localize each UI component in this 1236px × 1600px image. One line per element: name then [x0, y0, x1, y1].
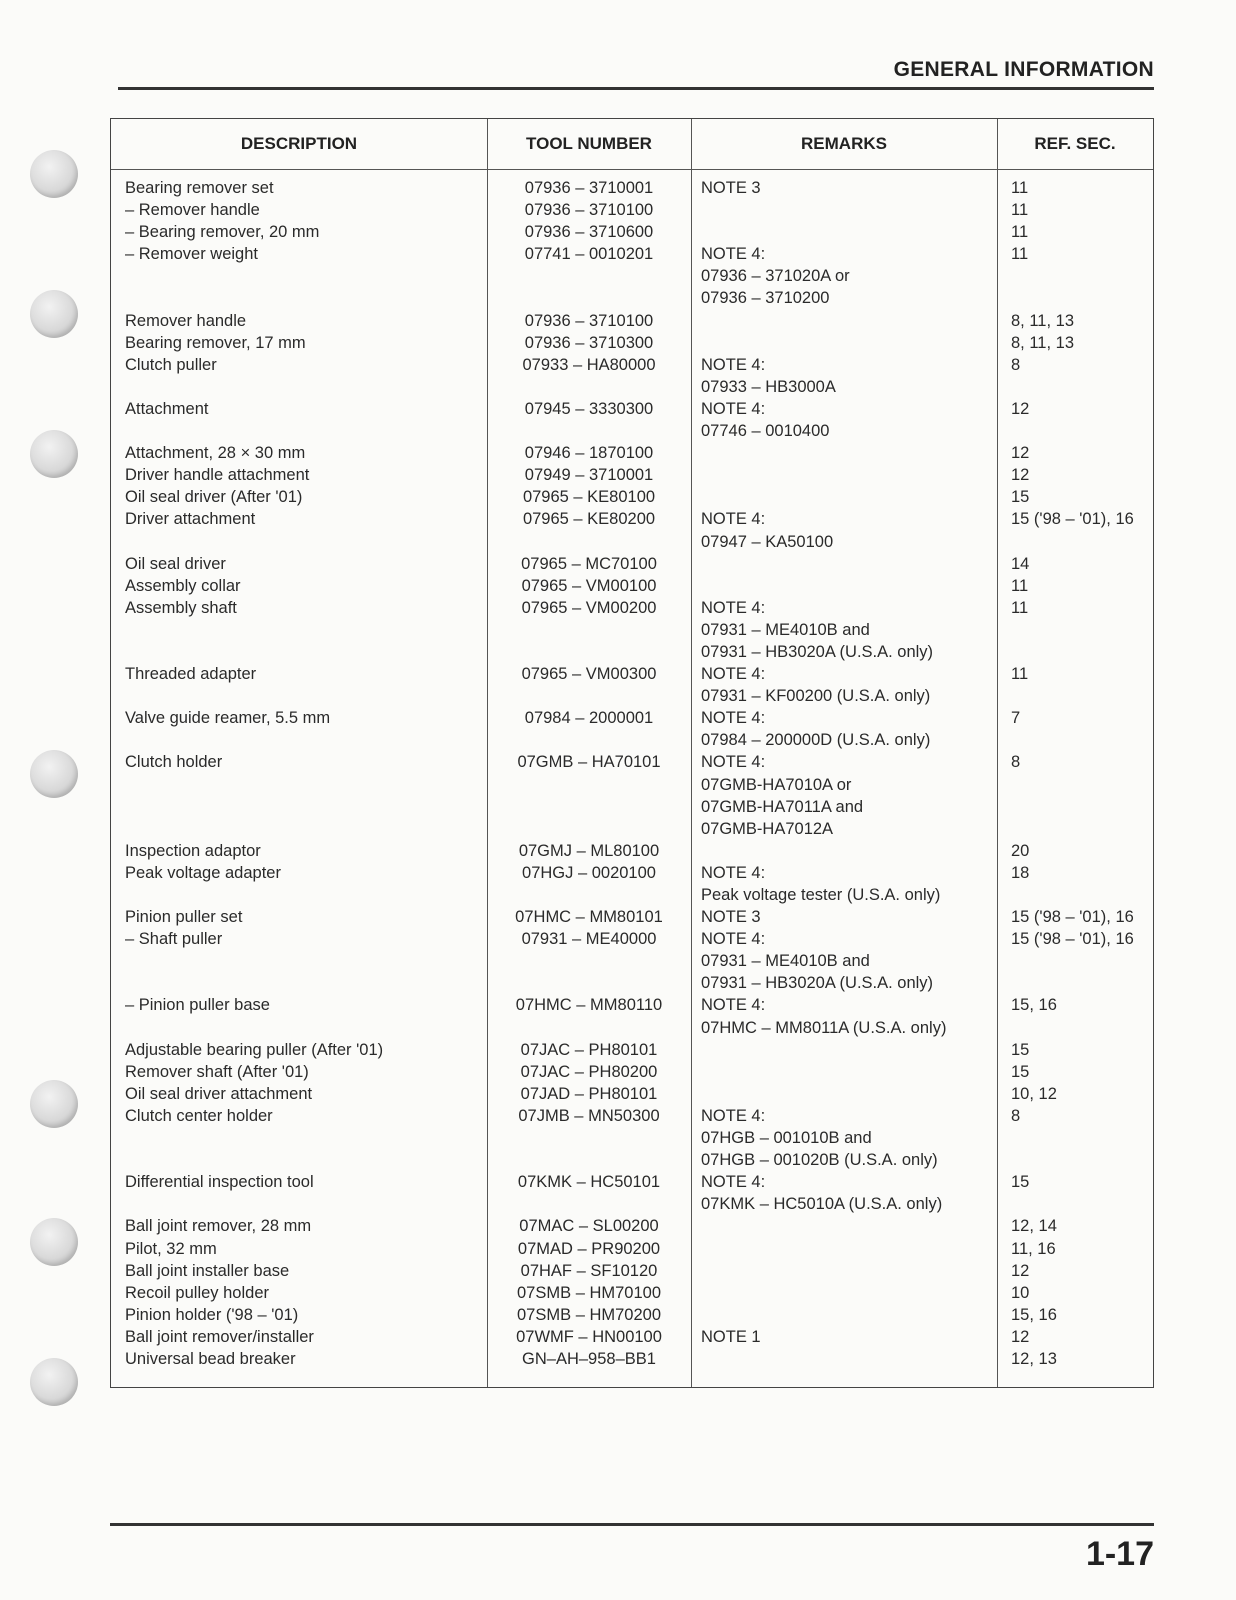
tool-number-cell: 07936 – 3710100: [524, 311, 654, 330]
tool-number-cell: 07MAC – SL00200: [519, 1217, 659, 1236]
remark-line: NOTE 4:: [701, 863, 766, 882]
description-cell: Oil seal driver attachment: [125, 1084, 313, 1103]
table-row: [111, 486, 1153, 508]
ref-sec-cell: 18: [1011, 863, 1030, 882]
description-cell: Remover shaft (After '01): [125, 1062, 309, 1081]
remarks-cell: [691, 1061, 997, 1083]
table-row: [111, 994, 1153, 1038]
remarks-cell: [691, 862, 997, 906]
description-cell: Assembly collar: [125, 576, 241, 595]
remark-line: 07931 – HB3020A (U.S.A. only): [701, 974, 934, 993]
ref-sec-cell: 12: [1011, 1261, 1030, 1280]
remarks-cell: [691, 1348, 997, 1370]
description-cell: – Bearing remover, 20 mm: [125, 223, 320, 242]
remarks-cell: [691, 597, 997, 663]
description-cell: Attachment, 28 × 30 mm: [125, 444, 306, 463]
tool-number-cell: GN–AH–958–BB1: [522, 1349, 656, 1368]
remark-line: 07931 – KF00200 (U.S.A. only): [701, 687, 931, 706]
ref-sec-cell: 15: [1011, 1040, 1030, 1059]
column-header-description: DESCRIPTION: [240, 134, 358, 153]
table-row: [111, 751, 1153, 839]
binder-hole: [30, 1358, 78, 1406]
table-row: [111, 707, 1153, 751]
description-cell: Driver handle attachment: [125, 466, 310, 485]
ref-sec-cell: 11: [1011, 576, 1029, 595]
tool-number-cell: 07933 – HA80000: [522, 355, 656, 374]
tool-number-cell: 07965 – MC70100: [521, 554, 657, 573]
remarks-cell: [691, 707, 997, 751]
remark-line: 07GMB-HA7012A: [701, 819, 834, 838]
ref-sec-cell: 8, 11, 13: [1011, 311, 1074, 330]
ref-sec-cell: 11: [1011, 245, 1029, 264]
ref-sec-cell: 12: [1011, 399, 1030, 418]
description-cell: Clutch center holder: [125, 1106, 273, 1125]
description-cell: Bearing remover set: [125, 179, 274, 197]
remark-line: NOTE 3: [701, 179, 761, 197]
table-row: [111, 663, 1153, 707]
remark-line: 07931 – HB3020A (U.S.A. only): [701, 642, 934, 661]
remark-line: NOTE 4:: [701, 510, 766, 529]
remark-line: 07GMB-HA7011A and: [701, 797, 864, 816]
remarks-cell: [691, 1105, 997, 1171]
remarks-cell: [691, 1083, 997, 1105]
ref-sec-cell: 8: [1011, 355, 1021, 374]
remarks-cell: [691, 442, 997, 464]
remarks-cell: [691, 994, 997, 1038]
table-row: [111, 1348, 1153, 1370]
remarks-cell: [691, 177, 997, 199]
ref-sec-cell: 11: [1011, 598, 1029, 617]
table-row: [111, 597, 1153, 663]
remark-line: 07936 – 371020A or: [701, 267, 850, 286]
ref-sec-cell: 11: [1011, 665, 1029, 684]
tool-number-cell: 07741 – 0010201: [524, 245, 654, 264]
ref-sec-cell: 11: [1011, 179, 1029, 197]
remark-line: NOTE 4:: [701, 399, 766, 418]
description-cell: – Remover handle: [125, 201, 260, 220]
tool-number-cell: 07JAC – PH80101: [520, 1040, 658, 1059]
remark-line: NOTE 3: [701, 908, 761, 927]
tool-number-cell: 07936 – 3710600: [524, 223, 654, 242]
remark-line: 07HGB – 001020B (U.S.A. only): [701, 1151, 938, 1170]
remark-line: 07GMB-HA7010A or: [701, 775, 852, 794]
table-row: [111, 1238, 1153, 1260]
remarks-cell: [691, 464, 997, 486]
description-cell: Recoil pulley holder: [125, 1283, 269, 1302]
remarks-cell: [691, 1326, 997, 1348]
remark-line: NOTE 4:: [701, 753, 766, 772]
table-row: [111, 1304, 1153, 1326]
table-row: [111, 1105, 1153, 1171]
table-row: [111, 332, 1153, 354]
ref-sec-cell: 15: [1011, 1173, 1030, 1192]
remark-line: NOTE 4:: [701, 245, 766, 264]
remarks-cell: [691, 1282, 997, 1304]
remark-line: 07746 – 0010400: [701, 422, 830, 441]
tool-number-cell: 07965 – VM00200: [521, 598, 657, 617]
binder-hole: [30, 290, 78, 338]
ref-sec-cell: 12, 13: [1011, 1349, 1057, 1368]
description-cell: Assembly shaft: [125, 598, 237, 617]
tool-number-cell: 07946 – 1870100: [524, 444, 654, 463]
remarks-cell: [691, 575, 997, 597]
description-cell: Pilot, 32 mm: [125, 1239, 217, 1258]
remark-line: NOTE 4:: [701, 996, 766, 1015]
ref-sec-cell: 8: [1011, 753, 1021, 772]
tool-number-cell: 07965 – KE80200: [522, 510, 656, 529]
tool-number-cell: 07984 – 2000001: [524, 709, 654, 728]
table-row: [111, 906, 1153, 928]
binder-hole: [30, 1218, 78, 1266]
table-row: [111, 1083, 1153, 1105]
remark-line: 07KMK – HC5010A (U.S.A. only): [701, 1195, 943, 1214]
remarks-cell: [691, 508, 997, 552]
table-row: [111, 1326, 1153, 1348]
tool-number-cell: 07HGJ – 0020100: [522, 863, 656, 882]
page-number: 1-17: [1085, 1535, 1154, 1573]
table-row: [111, 1282, 1153, 1304]
tool-number-cell: 07MAD – PR90200: [517, 1239, 661, 1258]
remark-line: NOTE 4:: [701, 1173, 766, 1192]
description-cell: Oil seal driver (After '01): [125, 488, 303, 507]
tool-number-cell: 07936 – 3710001: [524, 179, 654, 197]
ref-sec-cell: 8, 11, 13: [1011, 333, 1074, 352]
tool-number-cell: 07JAD – PH80101: [520, 1084, 658, 1103]
remark-line: 07HMC – MM8011A (U.S.A. only): [701, 1018, 947, 1037]
ref-sec-cell: 14: [1011, 554, 1030, 573]
description-cell: – Pinion puller base: [125, 996, 270, 1015]
ref-sec-cell: 12, 14: [1011, 1217, 1057, 1236]
tool-number-cell: 07965 – KE80100: [522, 488, 656, 507]
tools-table: [110, 118, 1154, 1388]
description-cell: Oil seal driver: [125, 554, 226, 573]
remarks-cell: [691, 332, 997, 354]
tool-number-cell: 07945 – 3330300: [524, 399, 654, 418]
binder-hole: [30, 750, 78, 798]
remarks-cell: [691, 553, 997, 575]
tool-number-cell: 07WMF – HN00100: [516, 1327, 662, 1346]
description-cell: Clutch holder: [125, 753, 223, 772]
tool-number-cell: 07SMB – HM70200: [517, 1305, 661, 1324]
description-cell: Ball joint remover/installer: [125, 1327, 314, 1346]
table-row: [111, 354, 1153, 398]
remark-line: Peak voltage tester (U.S.A. only): [701, 886, 941, 904]
table-row: [111, 1260, 1153, 1282]
remarks-cell: [691, 1304, 997, 1326]
remark-line: 07933 – HB3000A: [701, 377, 836, 396]
remark-line: 07947 – KA50100: [701, 532, 834, 551]
tool-number-cell: 07HMC – MM80101: [515, 908, 663, 927]
remarks-cell: [691, 398, 997, 442]
binder-hole: [30, 430, 78, 478]
ref-sec-cell: 11: [1011, 223, 1029, 242]
ref-sec-cell: 15: [1011, 1062, 1030, 1081]
remark-line: 07931 – ME4010B and: [701, 620, 870, 639]
remarks-cell: [691, 840, 997, 862]
tool-number-cell: 07965 – VM00300: [521, 665, 657, 684]
remarks-cell: [691, 1260, 997, 1282]
remarks-cell: [691, 1171, 997, 1215]
tool-number-cell: 07JAC – PH80200: [520, 1062, 658, 1081]
ref-sec-cell: 7: [1011, 709, 1021, 728]
tool-number-cell: 07JMB – MN50300: [518, 1106, 660, 1125]
remarks-cell: [691, 243, 997, 309]
remarks-cell: [691, 751, 997, 839]
description-cell: Threaded adapter: [125, 665, 257, 684]
ref-sec-cell: 12: [1011, 444, 1030, 463]
description-cell: Bearing remover, 17 mm: [125, 333, 306, 352]
table-row: [111, 1215, 1153, 1237]
table-row: [111, 243, 1153, 309]
ref-sec-cell: 15: [1011, 488, 1030, 507]
table-row: [111, 221, 1153, 243]
description-cell: Valve guide reamer, 5.5 mm: [125, 709, 331, 728]
description-cell: Remover handle: [125, 311, 247, 330]
ref-sec-cell: 15 ('98 – '01), 16: [1011, 510, 1134, 529]
table-body: [111, 177, 1153, 1370]
ref-sec-cell: 15, 16: [1011, 996, 1057, 1015]
description-cell: Pinion holder ('98 – '01): [125, 1305, 299, 1324]
table-row: [111, 442, 1153, 464]
remarks-cell: [691, 906, 997, 928]
remarks-cell: [691, 928, 997, 994]
footer-rule: [110, 1523, 1154, 1526]
ref-sec-cell: 12: [1011, 466, 1030, 485]
remark-line: NOTE 4:: [701, 709, 766, 728]
remark-line: NOTE 4:: [701, 355, 766, 374]
remark-line: 07931 – ME4010B and: [701, 952, 870, 971]
remarks-cell: [691, 310, 997, 332]
remark-line: NOTE 1: [701, 1327, 761, 1346]
ref-sec-cell: 15, 16: [1011, 1305, 1057, 1324]
tool-number-cell: 07HMC – MM80110: [515, 996, 663, 1015]
remark-line: NOTE 4:: [701, 665, 766, 684]
page-header-title: GENERAL INFORMATION: [893, 58, 1154, 81]
description-cell: – Remover weight: [125, 245, 258, 264]
column-header-remarks: REMARKS: [801, 134, 887, 153]
table-row: [111, 553, 1153, 575]
ref-sec-cell: 15 ('98 – '01), 16: [1011, 930, 1134, 949]
remarks-cell: [691, 663, 997, 707]
ref-sec-cell: 10, 12: [1011, 1084, 1057, 1103]
description-cell: Ball joint installer base: [125, 1261, 290, 1280]
binder-hole: [30, 150, 78, 198]
description-cell: Pinion puller set: [125, 908, 243, 927]
description-cell: Inspection adaptor: [125, 841, 261, 860]
table-row: [111, 398, 1153, 442]
table-row: [111, 862, 1153, 906]
tool-number-cell: 07936 – 3710100: [524, 201, 654, 220]
header-divider: [111, 169, 1153, 170]
remark-line: 07HGB – 001010B and: [701, 1129, 872, 1148]
column-header-ref-sec: REF. SEC.: [1034, 134, 1116, 153]
tool-number-cell: 07KMK – HC50101: [517, 1173, 661, 1192]
table-row: [111, 840, 1153, 862]
tool-number-cell: 07SMB – HM70100: [517, 1283, 661, 1302]
remark-line: NOTE 4:: [701, 1106, 766, 1125]
ref-sec-cell: 11: [1011, 201, 1029, 220]
ref-sec-cell: 11, 16: [1011, 1239, 1056, 1258]
tool-number-cell: 07GMB – HA70101: [517, 753, 661, 772]
remark-line: 07984 – 200000D (U.S.A. only): [701, 731, 931, 750]
tool-number-cell: 07949 – 3710001: [524, 466, 654, 485]
remark-line: NOTE 4:: [701, 598, 766, 617]
tool-number-cell: 07936 – 3710300: [524, 333, 654, 352]
remarks-cell: [691, 486, 997, 508]
tool-number-cell: 07GMJ – ML80100: [518, 841, 660, 860]
table-row: [111, 464, 1153, 486]
table-row: [111, 928, 1153, 994]
remarks-cell: [691, 1238, 997, 1260]
description-cell: Driver attachment: [125, 510, 256, 529]
table-row: [111, 310, 1153, 332]
binder-hole: [30, 1080, 78, 1128]
table-row: [111, 199, 1153, 221]
header-rule: [118, 87, 1154, 90]
ref-sec-cell: 20: [1011, 841, 1030, 860]
remarks-cell: [691, 199, 997, 221]
remarks-cell: [691, 354, 997, 398]
tool-number-cell: 07965 – VM00100: [521, 576, 657, 595]
ref-sec-cell: 12: [1011, 1327, 1030, 1346]
ref-sec-cell: 15 ('98 – '01), 16: [1011, 908, 1134, 927]
description-cell: Clutch puller: [125, 355, 217, 374]
description-cell: Peak voltage adapter: [125, 863, 281, 882]
description-cell: Universal bead breaker: [125, 1349, 296, 1368]
tool-number-cell: 07HAF – SF10120: [520, 1261, 658, 1280]
description-cell: Differential inspection tool: [125, 1173, 314, 1192]
ref-sec-cell: 8: [1011, 1106, 1021, 1125]
remarks-cell: [691, 1215, 997, 1237]
table-row: [111, 177, 1153, 199]
description-cell: Adjustable bearing puller (After '01): [125, 1040, 384, 1059]
description-cell: Attachment: [125, 399, 209, 418]
remarks-cell: [691, 1039, 997, 1061]
remarks-cell: [691, 221, 997, 243]
table-row: [111, 1171, 1153, 1215]
table-row: [111, 508, 1153, 552]
description-cell: – Shaft puller: [125, 930, 223, 949]
column-header-tool-number: TOOL NUMBER: [526, 134, 652, 153]
ref-sec-cell: 10: [1011, 1283, 1030, 1302]
remark-line: NOTE 4:: [701, 930, 766, 949]
table-row: [111, 1039, 1153, 1061]
table-row: [111, 1061, 1153, 1083]
description-cell: Ball joint remover, 28 mm: [125, 1217, 312, 1236]
remark-line: 07936 – 3710200: [701, 289, 830, 308]
table-row: [111, 575, 1153, 597]
tool-number-cell: 07931 – ME40000: [521, 930, 657, 949]
